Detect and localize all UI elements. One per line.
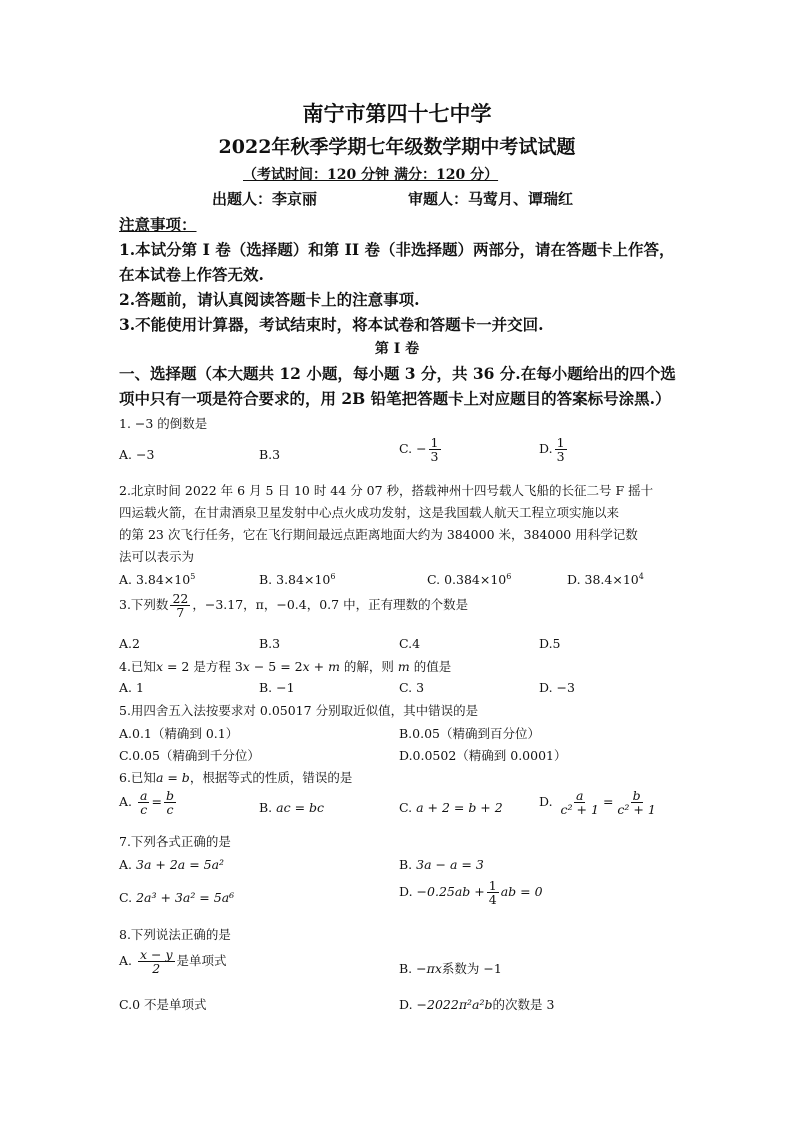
q5-option-c: C.0.05（精确到千分位） — [119, 748, 260, 763]
q4-option-a: A. 1 — [119, 680, 144, 695]
q7-option-a: A. 3a + 2a = 5a² — [119, 857, 225, 872]
q7-option-b: B. 3a − a = 3 — [399, 857, 484, 872]
notice-title: 注意事项： — [119, 215, 197, 234]
reviewer: 审题人：马莺月、谭瑞红 — [408, 190, 574, 208]
question-2-line: 的第 23 次飞行任务，它在飞行期间最远点距离地面大约为 384000 米，384000 用科学记数 — [119, 527, 638, 542]
q8-option-a: A. $\frac{x - y}{2}$ 是单项式 — [119, 947, 227, 977]
q6-option-c: C. a + 2 = b + 2 — [399, 800, 503, 815]
notice-item: 1.本试分第 I 卷（选择题）和第 II 卷（非选择题）两部分，请在答题卡上作答， — [119, 240, 675, 259]
q3-option-d: D.5 — [539, 636, 561, 651]
fraction: $\frac{b}{\text{c² + 1}}$ — [617, 788, 656, 818]
q6-option-a: A. $\frac{a}{c}$ = $\frac{b}{c}$ — [119, 788, 174, 818]
question-7-stem: 7.下列各式正确的是 — [119, 834, 231, 849]
question-5-stem: 5.用四舍五入法按要求对 0.05017 分别取近似值，其中错误的是 — [119, 703, 479, 718]
q4-option-d: D. −3 — [539, 680, 575, 695]
q8-option-b: B. −πx系数为 −1 — [399, 961, 502, 976]
question-4-stem: 4.已知x = 2 是方程 3x − 5 = 2x + m 的解，则 m 的值是 — [119, 659, 452, 674]
q5-option-b: B.0.05（精确到百分位） — [399, 726, 540, 741]
q6-option-b: B. ac = bc — [259, 800, 325, 815]
q8-option-d: D. −2022π²a²b的次数是 3 — [399, 997, 555, 1012]
q2-option-a: A. $3.84\times 10^5$ — [119, 572, 196, 587]
exam-time-score: （考试时间：120 分钟 满分：120 分） — [243, 167, 499, 183]
question-1-stem: 1. −3 的倒数是 — [119, 416, 208, 431]
school-name: 南宁市第四十七中学 — [302, 101, 492, 126]
fraction: $\frac{1}{3}$ — [430, 435, 439, 465]
q7-option-d: D. −0.25ab + $\frac{1}{4}$ ab = 0 — [399, 878, 543, 908]
q1-option-a: A. −3 — [119, 447, 155, 462]
fraction: $\frac{b}{c}$ — [165, 788, 174, 818]
fraction: $\frac{1}{3}$ — [556, 435, 565, 465]
question-3-stem: 3.下列数 $\frac{22}{7}$ ，−3.17，π，−0.4，0.7 中，正有理数的个数是 — [119, 591, 469, 621]
fraction: $\frac{x - y}{2}$ — [140, 947, 173, 977]
section-heading: 一、选择题（本大题共 12 小题，每小题 3 分，共 36 分.在每小题给出的四个选 — [119, 364, 676, 383]
q5-option-a: A.0.1（精确到 0.1） — [119, 726, 239, 741]
notice-item: 在本试卷上作答无效. — [119, 265, 264, 284]
question-8-stem: 8.下列说法正确的是 — [119, 927, 231, 942]
notice-item: 3.不能使用计算器，考试结束时，将本试卷和答题卡一并交回. — [119, 315, 544, 334]
q7-option-c: C. 2a³ + 3a² = 5a⁶ — [119, 890, 235, 905]
exam-title: 2022年秋季学期七年级数学期中考试试题 — [218, 136, 576, 158]
q1-option-d: D. $\frac{1}{3}$ — [539, 435, 565, 465]
q1-option-b: B.3 — [259, 447, 281, 462]
q6-option-d: D. $\frac{a}{\text{c² + 1}}$ = $\frac{b}{\text{c² + 1}}$ — [539, 788, 656, 818]
question-6-stem: 6.已知a = b，根据等式的性质，错误的是 — [119, 770, 353, 785]
volume-label: 第 I 卷 — [374, 341, 420, 357]
q2-option-d: D. $38.4\times 10^4$ — [567, 572, 644, 587]
q5-option-d: D.0.0502（精确到 0.0001） — [399, 748, 567, 763]
q3-option-a: A.2 — [119, 636, 140, 651]
question-2-line: 2.北京时间 2022 年 6 月 5 日 10 时 44 分 07 秒，搭载神州十四号载人飞船的长征二号 F 摇十 — [119, 483, 654, 498]
setter: 出题人：李京丽 — [212, 190, 318, 208]
question-2-line: 法可以表示为 — [119, 549, 195, 564]
q8-option-c: C.0 不是单项式 — [119, 997, 207, 1012]
notice-item: 2.答题前，请认真阅读答题卡上的注意事项. — [119, 290, 420, 309]
q4-option-c: C. 3 — [399, 680, 425, 695]
section-heading: 项中只有一项是符合要求的，用 2B 铅笔把答题卡上对应题目的答案标号涂黑.） — [119, 389, 671, 408]
q3-option-b: B.3 — [259, 636, 281, 651]
fraction: $\frac{22}{7}$ — [172, 591, 189, 621]
fraction: $\frac{1}{4}$ — [488, 878, 497, 908]
fraction: $\frac{a}{c}$ — [140, 788, 148, 818]
q1-option-c: C. − $\frac{1}{3}$ — [399, 435, 439, 465]
fraction: $\frac{a}{\text{c² + 1}}$ — [560, 788, 599, 818]
q4-option-b: B. −1 — [259, 680, 295, 695]
q2-option-b: B. $3.84\times 10^6$ — [259, 572, 336, 587]
question-2-line: 四运载火箭，在甘肃酒泉卫星发射中心点火成功发射，这是我国载人航天工程立项实施以来 — [119, 505, 620, 520]
q3-option-c: C.4 — [399, 636, 421, 651]
q2-option-c: C. $0.384\times 10^6$ — [427, 572, 512, 587]
